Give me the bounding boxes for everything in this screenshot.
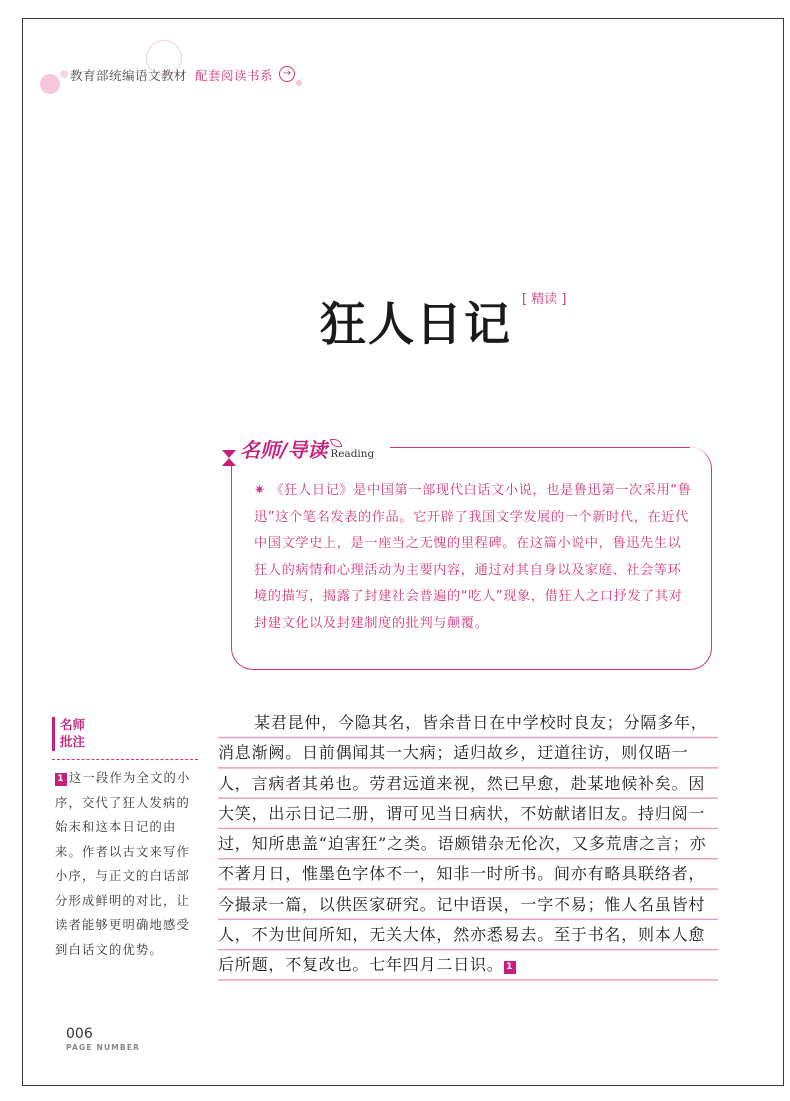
annotation-note — [55, 766, 200, 962]
page-number: 006 — [66, 1026, 93, 1042]
guide-box-top-line — [384, 447, 690, 448]
annotation-note-text: 这一段作为全文的小序，交代了狂人发病的始末和这本日记的由来。作者以古文来写作小序，与正文的白话部分形成鲜明的对比，让读者能够更明确地感受到白话文的优势。 — [55, 771, 191, 957]
guide-title: 名师/导读 — [240, 438, 328, 462]
hourglass-icon — [222, 450, 236, 458]
arrow-right-icon: → — [279, 66, 295, 82]
series-main-title: 教育部统编语文教材 — [70, 68, 188, 83]
annotation-label-line1: 名师 — [60, 717, 86, 732]
decor-circle-large — [40, 74, 60, 94]
guide-paragraph: 《狂人日记》是中国第一部现代白话文小说，也是鲁迅第一次采用“鲁迅”这个笔名发表的作品。它开辟了我国文学发展的一个新时代，在近代中国文学史上，是一座当之无愧的里程碑。在这篇小说中，鲁迅先生以狂人的病情和心理活动为主要内容，通过对其自身以及家庭、社会等环境的描写，揭露了封建社会普遍的“吃人”现象，借狂人之口抒发了其对封建文化以及封建制度的批判与颠覆。 — [254, 483, 692, 631]
annotation-badge: 1 — [55, 773, 67, 786]
guide-title-en: Reading — [330, 448, 375, 460]
decor-circle-small — [60, 70, 68, 78]
series-header — [70, 66, 273, 84]
guide-text — [254, 478, 694, 637]
body-paragraph-text: 某君昆仲，今隐其名，皆余昔日在中学校时良友；分隔多年，消息渐阙。日前偶闻其一大病；适归故乡，迂道往访，则仅晤一人，言病者其弟也。劳君远道来视，然已早愈，赴某地候补矣。因大笑，出示日记二册，谓可见当日病状，不妨献诸旧友。持归阅一过，知所患盖“迫害狂”之类。语颇错杂无伦次，又多荒唐之言；亦不著月日，惟墨色字体不一，知非一时所书。间亦有略具联络者，今撮录一篇，以供医家研究。记中语误，一字不易；惟人名虽皆村人，不为世间所知，无关大体，然亦悉易去。至于书名，则本人愈后所题，不复改也。七年四月二日识。 — [218, 713, 708, 975]
body-badge: 1 — [504, 961, 516, 974]
annotation-label — [60, 716, 85, 750]
annotation-label-line2: 批注 — [60, 734, 86, 749]
series-sub-title: 配套阅读书系 — [195, 68, 274, 83]
reading-tag: [ 精读 ] — [522, 292, 567, 307]
leaf-icon — [330, 439, 342, 447]
page-title: 狂人日记 — [320, 297, 512, 351]
annotation-bar — [52, 717, 55, 751]
star-icon: ✷ — [254, 483, 266, 498]
body-paragraph — [218, 708, 718, 981]
guide-heading — [222, 434, 390, 463]
annotation-divider — [52, 759, 198, 760]
decor-circle-dot — [296, 80, 302, 86]
page-number-label: PAGE NUMBER — [66, 1043, 141, 1052]
